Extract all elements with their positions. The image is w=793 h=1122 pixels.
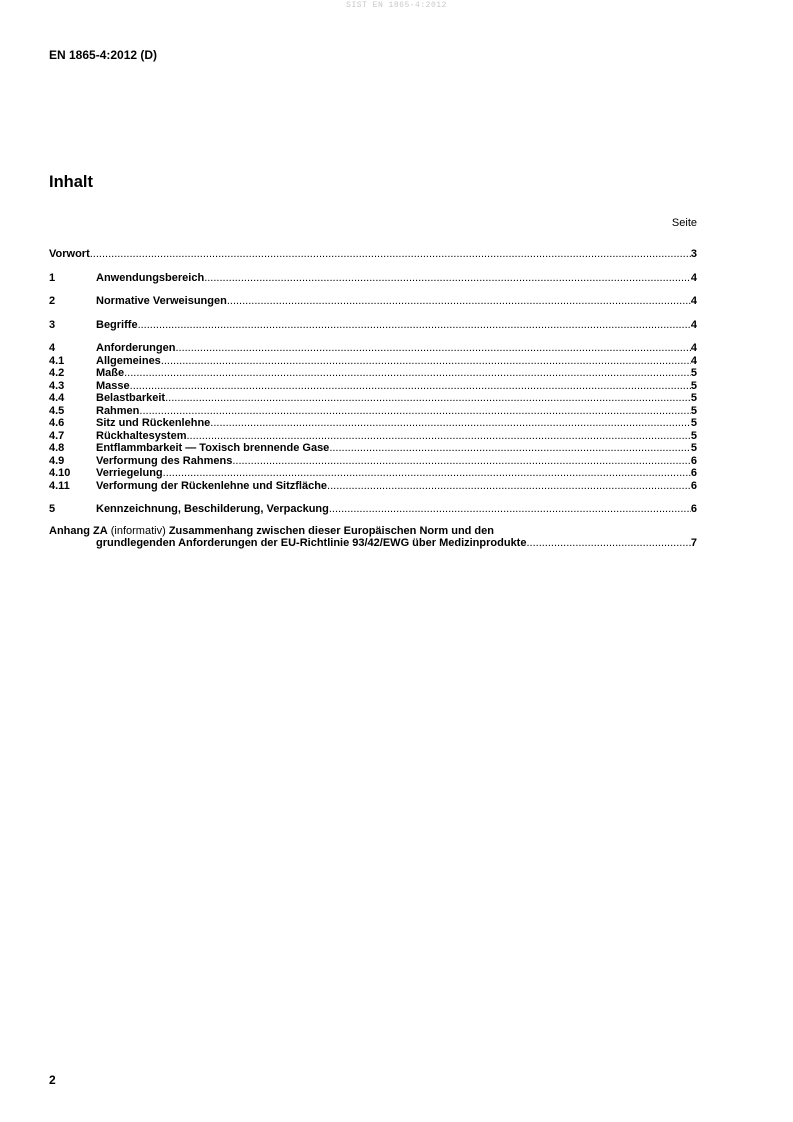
toc-entry-number: 4.4 (49, 392, 65, 404)
annex-line-2 (49, 537, 697, 550)
dot-leader (161, 355, 691, 368)
annex-title-line-1: Zusammenhang zwischen dieser Europäischen Norm und den (168, 524, 494, 537)
toc-entry-title: Belastbarkeit (96, 392, 166, 404)
toc-entry-page: 5 (690, 392, 697, 404)
toc-entry-number: 1 (49, 271, 56, 284)
toc-entry-number: 4.5 (49, 404, 65, 417)
toc-entry-number: 4.1 (49, 354, 65, 367)
page-column-label: Seite (671, 217, 697, 229)
toc-entry-page: 6 (690, 479, 697, 492)
dot-leader (163, 467, 691, 480)
toc-entry-3[interactable] (49, 319, 697, 332)
dot-leader (227, 295, 691, 308)
toc-entry-page: 5 (690, 379, 697, 392)
toc-entry-page: 5 (690, 404, 697, 417)
annex-title-line-2: grundlegenden Anforderungen der EU-Richtlinie 93/42/EWG über Medizinprodukte (96, 537, 527, 549)
toc-entry-title: Kennzeichnung, Beschilderung, Verpackung (96, 503, 329, 515)
toc-entry-number: 4.7 (49, 429, 65, 442)
toc-entry-title: Vorwort (49, 248, 90, 260)
toc-entry-2[interactable] (49, 295, 697, 308)
dot-leader (187, 430, 691, 443)
toc-entry-number: 4.2 (49, 367, 65, 379)
dot-leader (139, 405, 690, 418)
dot-leader (165, 392, 691, 405)
dot-leader (90, 248, 691, 261)
toc-entry-number: 4.11 (49, 479, 70, 492)
dot-leader (130, 380, 691, 393)
toc-entry-title: Anforderungen (96, 342, 176, 354)
toc-entry-number: 4.10 (49, 467, 71, 479)
toc-entry-page: 7 (690, 537, 697, 549)
toc-entry-4-7[interactable] (49, 430, 697, 443)
toc-entry-number: 4 (49, 342, 56, 354)
toc-entry-title: Anwendungsbereich (96, 271, 205, 284)
toc-entry-page: 5 (690, 367, 697, 379)
page-number: 2 (49, 1073, 56, 1087)
toc-entry-4-10[interactable] (49, 467, 697, 480)
annex-qualifier: (informativ) (110, 524, 166, 537)
toc-entry-4-9[interactable] (49, 455, 697, 468)
toc-heading: Inhalt (49, 173, 93, 191)
toc-entry-page: 4 (690, 295, 697, 307)
document-id: EN 1865-4:2012 (D) (49, 48, 158, 62)
toc-entry-page: 4 (690, 318, 697, 331)
toc-entry-number: 4.3 (49, 379, 65, 392)
toc-entry-title: Verformung der Rückenlehne und Sitzfläche (96, 479, 328, 492)
toc-entry-4[interactable] (49, 342, 697, 355)
dot-leader (526, 537, 690, 550)
toc-entry-page: 4 (690, 354, 697, 367)
dot-leader (138, 319, 691, 332)
toc-entry-5[interactable] (49, 503, 697, 516)
toc-entry-page: 6 (690, 467, 697, 479)
toc-entry-page: 3 (690, 248, 697, 260)
toc-entry-title: Entflammbarkeit — Toxisch brennende Gase (96, 442, 330, 454)
toc-entry-page: 5 (690, 442, 697, 454)
toc-entry-4-4[interactable] (49, 392, 697, 405)
toc-entry-title: Verriegelung (96, 467, 163, 479)
toc-entry-number: 4.6 (49, 417, 65, 429)
toc-entry-4-3[interactable] (49, 380, 697, 393)
toc-entry-number: 3 (49, 318, 56, 331)
dot-leader (175, 342, 690, 355)
toc-entry-4-1[interactable] (49, 355, 697, 368)
toc-entry-4-2[interactable] (49, 367, 697, 380)
toc-entry-4-5[interactable] (49, 405, 697, 418)
annex-label: Anhang ZA (49, 524, 108, 537)
dot-leader (204, 272, 691, 285)
toc-entry-page: 4 (690, 271, 697, 284)
toc-entry-number: 4.8 (49, 442, 65, 454)
toc-entry-title: Verformung des Rahmens (96, 454, 233, 467)
toc-entry-number: 5 (49, 503, 56, 515)
toc-entry-4-11[interactable] (49, 480, 697, 493)
toc-entry-number: 4.9 (49, 454, 65, 467)
dot-leader (210, 417, 691, 430)
toc-entry-page: 5 (690, 429, 697, 442)
toc-entry-page: 6 (690, 454, 697, 467)
toc-entry-annex-za[interactable] (49, 525, 697, 550)
dot-leader (329, 503, 691, 516)
toc-entry-title: Sitz und Rückenlehne (96, 417, 211, 429)
toc-entry-title: Rahmen (96, 404, 140, 417)
toc-entry-title: Rückhaltesystem (96, 429, 187, 442)
annex-line-1 (49, 525, 697, 538)
toc-entry-vorwort[interactable] (49, 248, 697, 261)
toc-entry-title: Normative Verweisungen (96, 295, 227, 307)
dot-leader (124, 367, 691, 380)
dot-leader (232, 455, 691, 468)
toc-entry-page: 6 (690, 503, 697, 515)
toc-entry-title: Masse (96, 379, 130, 392)
toc-entry-number: 2 (49, 295, 56, 307)
toc-entry-4-8[interactable] (49, 442, 697, 455)
toc-entry-1[interactable] (49, 272, 697, 285)
toc-entry-page: 5 (690, 417, 697, 429)
toc-entry-4-6[interactable] (49, 417, 697, 430)
toc-entry-title: Maße (96, 367, 125, 379)
dot-leader (327, 480, 691, 493)
watermark: SIST EN 1865-4:2012 (346, 1, 447, 10)
dot-leader (329, 442, 691, 455)
toc-entry-title: Allgemeines (96, 354, 161, 367)
toc-entry-page: 4 (690, 342, 697, 354)
table-of-contents (49, 248, 697, 550)
toc-entry-title: Begriffe (96, 318, 138, 331)
